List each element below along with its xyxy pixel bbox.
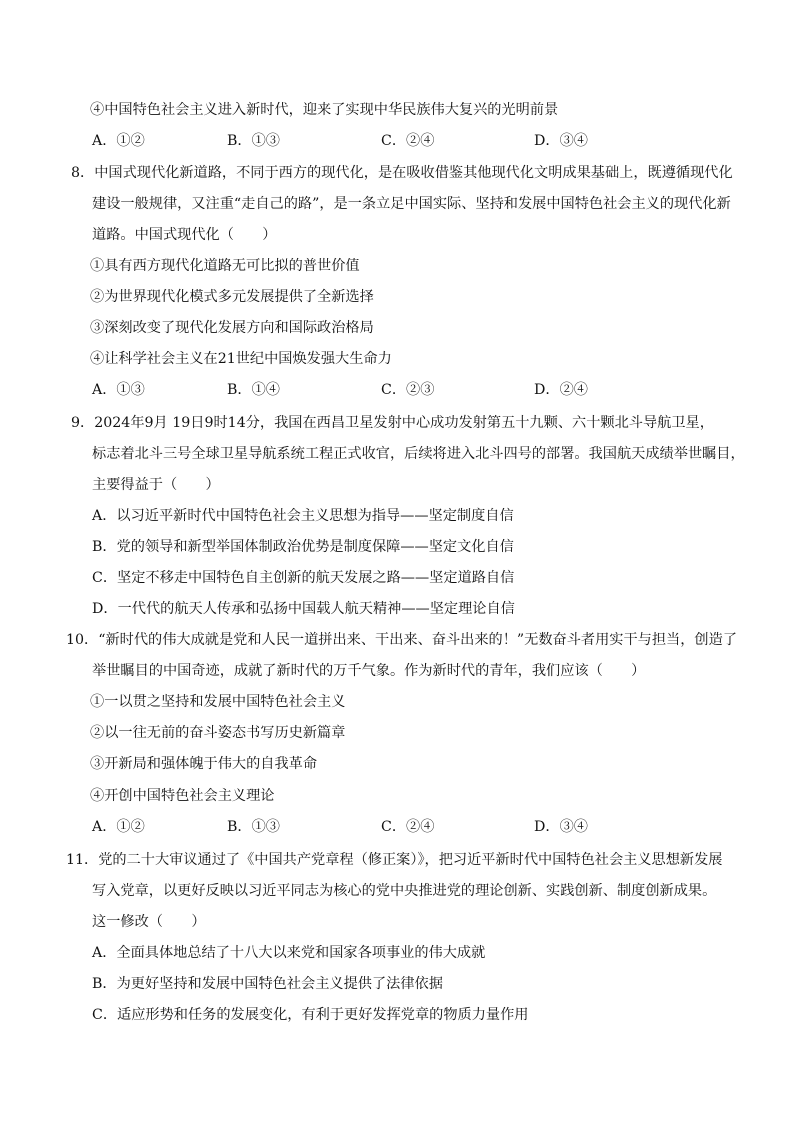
q10-stem-line-1: 10．“新时代的伟大成就是党和人民一道拼出来、干出来、奋斗出来的！”无数奋斗者用实干与担当，创造了 xyxy=(66,632,738,648)
q10-options xyxy=(0,817,794,837)
q7-option-d: D．③④ xyxy=(534,133,588,149)
q8-option-c: C．②③ xyxy=(381,382,435,398)
q8-option-d: D．②④ xyxy=(534,382,588,398)
q11-option-c: C．适应形势和任务的发展变化，有利于更好发挥党章的物质力量作用 xyxy=(92,1007,529,1023)
q10-stem-line-2: 举世瞩目的中国奇迹，成就了新时代的万千气象。作为新时代的青年，我们应该（ ） xyxy=(92,663,646,679)
q10-option-d: D．③④ xyxy=(534,819,588,835)
q11-stem-line-2: 写入党章，以更好反映以习近平同志为核心的党中央推进党的理论创新、实践创新、制度创新成果。 xyxy=(92,883,717,899)
q7-item-4: ④中国特色社会主义进入新时代，迎来了实现中华民族伟大复兴的光明前景 xyxy=(90,102,559,118)
q9-option-c: C．坚定不移走中国特色自主创新的航天发展之路——坚定道路自信 xyxy=(92,570,515,586)
q10-item-3: ③开新局和强体魄于伟大的自我革命 xyxy=(90,756,318,772)
q9-option-a: A．以习近平新时代中国特色社会主义思想为指导——坚定制度自信 xyxy=(92,508,514,524)
q10-option-a: A．①② xyxy=(92,819,145,835)
q8-stem-line-2: 建设一般规律，又注重“走自己的路”，是一条立足中国实际、坚持和发展中国特色社会主义的现代化新 xyxy=(92,196,731,212)
q7-options xyxy=(0,131,794,151)
q11-option-b: B．为更好坚持和发展中国特色社会主义提供了法律依据 xyxy=(92,976,443,992)
q11-stem-line-1: 11．党的二十大审议通过了《中国共产党章程（修正案）》，把习近平新时代中国特色社会主义思想新发展 xyxy=(66,852,723,868)
q11-option-a: A．全面具体地总结了十八大以来党和国家各项事业的伟大成就 xyxy=(92,945,486,961)
q8-stem-line-3: 道路。中国式现代化（ ） xyxy=(92,227,277,243)
q11-stem-line-3: 这一修改（ ） xyxy=(92,914,206,930)
q8-option-b: B．①④ xyxy=(227,382,280,398)
q9-option-b: B．党的领导和新型举国体制政治优势是制度保障——坚定文化自信 xyxy=(92,539,514,555)
q7-option-a: A．①② xyxy=(92,133,145,149)
q9-stem-line-2: 标志着北斗三号全球卫星导航系统工程正式收官，后续将进入北斗四号的部署。我国航天成绩举世瞩目， xyxy=(92,446,745,462)
q10-option-b: B．①③ xyxy=(227,819,280,835)
q10-item-4: ④开创中国特色社会主义理论 xyxy=(90,788,275,804)
q10-item-1: ①一以贯之坚持和发展中国特色社会主义 xyxy=(90,694,346,710)
q8-item-4: ④让科学社会主义在21世纪中国焕发强大生命力 xyxy=(90,351,392,367)
q9-stem-line-1: 9．2024年9月 19日9时14分，我国在西昌卫星发射中心成功发射第五十九颗、六十颗北斗导航卫星， xyxy=(71,415,714,431)
q9-option-d: D．一代代的航天人传承和弘扬中国载人航天精神——坚定理论自信 xyxy=(92,601,515,617)
q8-item-1: ①具有西方现代化道路无可比拟的普世价值 xyxy=(90,258,360,274)
q8-options xyxy=(0,380,794,400)
q9-stem-line-3: 主要得益于（ ） xyxy=(92,477,220,493)
q7-option-b: B．①③ xyxy=(227,133,280,149)
q8-stem-line-1: 8．中国式现代化新道路，不同于西方的现代化，是在吸收借鉴其他现代化文明成果基础上，既遵循现代化 xyxy=(71,165,733,181)
q10-option-c: C．②④ xyxy=(381,819,435,835)
q7-option-c: C．②④ xyxy=(381,133,435,149)
q8-item-2: ②为世界现代化模式多元发展提供了全新选择 xyxy=(90,289,374,305)
q8-item-3: ③深刻改变了现代化发展方向和国际政治格局 xyxy=(90,320,374,336)
q10-item-2: ②以一往无前的奋斗姿态书写历史新篇章 xyxy=(90,725,346,741)
q8-option-a: A．①③ xyxy=(92,382,145,398)
